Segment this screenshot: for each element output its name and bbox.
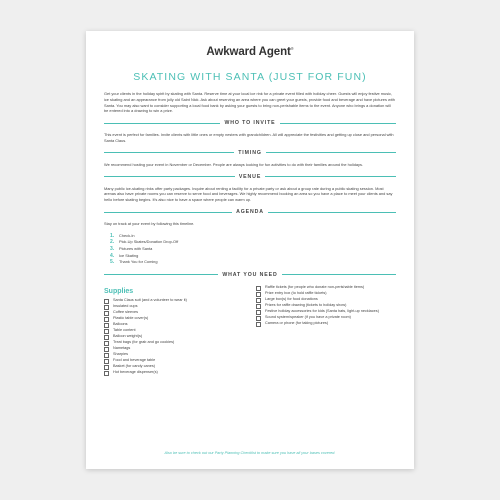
section-title: TIMING bbox=[238, 149, 262, 156]
agenda-text: Thank You for Coming bbox=[119, 259, 158, 265]
checkbox-icon bbox=[256, 316, 261, 321]
checkbox-icon bbox=[104, 335, 109, 340]
agenda-number: 4. bbox=[110, 252, 115, 259]
agenda-text: Pick-Up Skates/Donation Drop-Off bbox=[119, 239, 179, 245]
checkbox-icon bbox=[104, 371, 109, 376]
divider-line bbox=[104, 152, 234, 153]
checklist-item-label: Insulated cups bbox=[113, 303, 138, 308]
agenda-text: Check-In bbox=[119, 232, 135, 238]
agenda-number: 1. bbox=[110, 232, 115, 239]
supplies-left-column bbox=[104, 284, 244, 376]
divider-line bbox=[268, 212, 396, 213]
checkbox-icon bbox=[256, 298, 261, 303]
checkbox-icon bbox=[104, 341, 109, 346]
agenda-item bbox=[110, 259, 396, 266]
supplies-heading: Supplies bbox=[104, 287, 134, 295]
checklist-item-label: Santa Claus suit (and a volunteer to wear it) bbox=[113, 297, 187, 302]
divider-line bbox=[104, 274, 218, 275]
logo-registered-mark: ® bbox=[290, 46, 294, 52]
checkbox-icon bbox=[256, 310, 261, 315]
checkbox-icon bbox=[104, 347, 109, 352]
checklist-item-label: Camera or phone (for taking pictures) bbox=[265, 320, 329, 325]
section-header-venue bbox=[104, 174, 396, 180]
section-title: VENUE bbox=[238, 173, 262, 180]
checklist-item bbox=[104, 370, 244, 376]
section-title: WHAT YOU NEED bbox=[222, 271, 278, 278]
checklist-item-label: Basket (for candy canes) bbox=[113, 363, 155, 368]
checkbox-icon bbox=[104, 365, 109, 370]
checkbox-icon bbox=[104, 317, 109, 322]
agenda-list bbox=[110, 233, 396, 266]
checklist-item-label: Treat bags (for grab and go cookies) bbox=[113, 339, 175, 344]
section-header-who-to-invite bbox=[104, 120, 396, 126]
document-page bbox=[86, 31, 414, 469]
intro-paragraph: Get your clients in the holiday spirit by skating with Santa. Reserve time at your local ice rink for a private event filled with holiday cheer. Guests will enjoy festive music, ice skating and an appearance from jolly old Saint Nick. Ask about reserving an area where you can greet your guests, provide food and beverage and have pictures with Santa. You may also want to consider supporting a local food bank by asking your guests to bring non-perishable items to the event. Anyone who brings a donation will be entered into a drawing to win a prize. bbox=[104, 91, 395, 114]
section-header-what-you-need bbox=[104, 272, 396, 278]
agenda-number: 3. bbox=[110, 245, 115, 252]
divider-line bbox=[282, 274, 396, 275]
divider-line bbox=[104, 176, 235, 177]
checklist-item-label: Large box(s) for food donations bbox=[265, 296, 318, 301]
divider-line bbox=[266, 152, 396, 153]
agenda-item bbox=[110, 239, 396, 246]
agenda-intro-text: Stay on track at your event by following this timeline. bbox=[104, 220, 195, 226]
checklist-item-label: Raffle tickets (for people who donate non-perishable items) bbox=[265, 284, 365, 289]
section-title: AGENDA bbox=[236, 208, 264, 215]
divider-line bbox=[104, 212, 232, 213]
checklist-item-label: Food and beverage table bbox=[113, 357, 156, 362]
checklist-item-label: Table content bbox=[113, 327, 136, 332]
divider-line bbox=[104, 123, 220, 124]
checklist-item bbox=[256, 321, 396, 327]
checkbox-icon bbox=[104, 299, 109, 304]
divider-line bbox=[280, 123, 396, 124]
section-title: WHO TO INVITE bbox=[224, 120, 276, 127]
checklist-item-label: Coffee sleeves bbox=[113, 309, 139, 314]
checklist-item-label: Festive holiday accessories for kids (Santa hats, light-up necklaces) bbox=[265, 308, 379, 313]
checklist-item-label: Balloon weight(s) bbox=[113, 333, 143, 338]
agenda-number: 5. bbox=[110, 259, 115, 266]
checkbox-icon bbox=[104, 359, 109, 364]
checkbox-icon bbox=[104, 311, 109, 316]
checklist-item-label: Sharpies bbox=[113, 351, 128, 356]
checklist-item-label: Prize entry box (to hold raffle tickets) bbox=[265, 290, 327, 295]
checkbox-icon bbox=[256, 292, 261, 297]
checkbox-icon bbox=[104, 329, 109, 334]
section-header-timing bbox=[104, 150, 396, 156]
who-to-invite-text: This event is perfect for families. Invite clients with little ones or empty nesters with grandchildren. All will appreciate the festivities and getting up close and personal with Santa Claus. bbox=[104, 132, 394, 143]
agenda-item bbox=[110, 246, 396, 253]
checkbox-icon bbox=[256, 322, 261, 327]
logo-text: Awkward Agent bbox=[206, 46, 291, 58]
checklist-item-label: Nametags bbox=[113, 345, 131, 350]
checkbox-icon bbox=[256, 286, 261, 291]
checklist-item-label: Prizes for raffle drawing (tickets to holiday show) bbox=[265, 302, 347, 307]
agenda-number: 2. bbox=[110, 239, 115, 246]
agenda-item bbox=[110, 253, 396, 260]
agenda-item bbox=[110, 233, 396, 240]
checkbox-icon bbox=[104, 353, 109, 358]
document-title: SKATING WITH SANTA (JUST FOR FUN) bbox=[133, 71, 367, 83]
divider-line bbox=[265, 176, 396, 177]
checkbox-icon bbox=[104, 305, 109, 310]
venue-text: Many public ice-skating rinks offer party packages. Inquire about renting a facility for a private party or ask about a group rate during a public skating session. Most arenas also have private rooms you can reserve to serve food and beverages. We highly recommend booking an area so you have a place to meet your clients and say hello before skating begins. It's also nice to have a space where people can warm up. bbox=[104, 185, 393, 203]
supplies-checklist bbox=[104, 284, 396, 376]
checklist-item-label: Balloons bbox=[113, 321, 128, 326]
agenda-text: Ice Skating bbox=[119, 252, 139, 258]
timing-text: We recommend hosting your event in November or December. People are always looking for fun activities to do with their families around the holidays. bbox=[104, 161, 364, 167]
checklist-item-label: Hot beverage dispenser(s) bbox=[113, 369, 158, 374]
checkbox-icon bbox=[256, 304, 261, 309]
checklist-item-label: Sound system/speaker (if you have a private room) bbox=[265, 314, 351, 319]
checkbox-icon bbox=[104, 323, 109, 328]
section-header-agenda bbox=[104, 209, 396, 215]
checklist-item-label: Plastic table cover(s) bbox=[113, 315, 149, 320]
footer-note: Also be sure to check out our Party Planning Checklist to make sure you have all your bases covered. bbox=[164, 451, 336, 455]
supplies-right-column bbox=[256, 284, 396, 376]
brand-logo bbox=[104, 46, 396, 58]
agenda-text: Pictures with Santa bbox=[119, 245, 153, 251]
